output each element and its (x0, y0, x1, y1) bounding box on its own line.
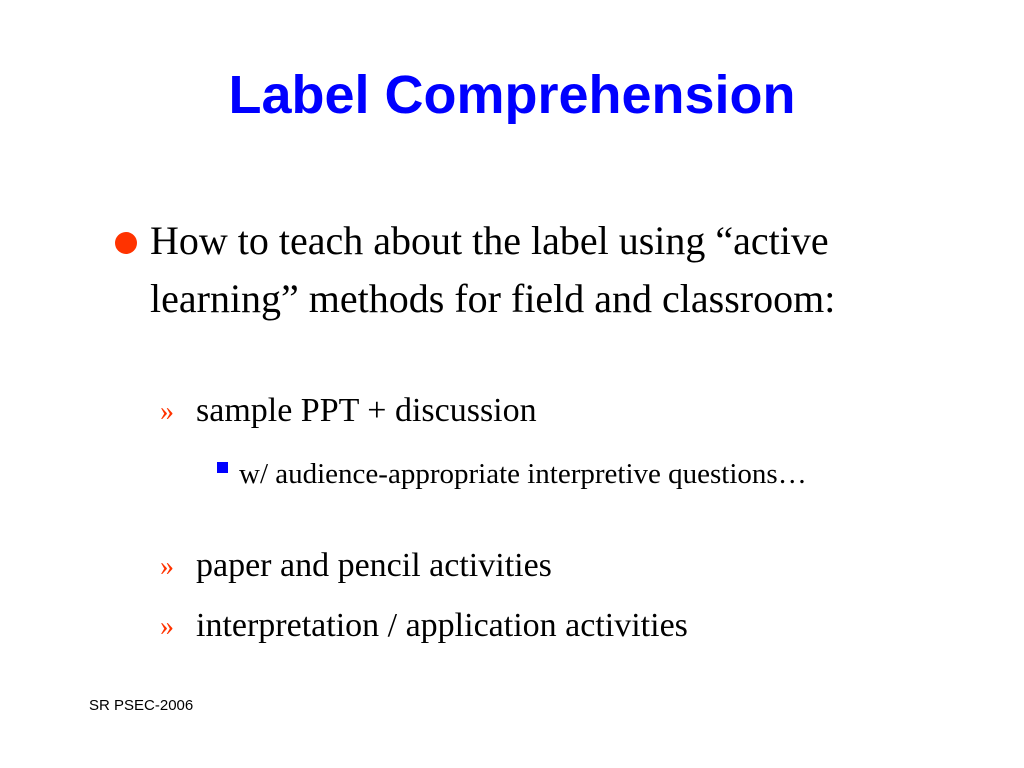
sub-bullet-1 (160, 391, 537, 433)
sub-bullet-2 (160, 546, 552, 588)
slide-footer: SR PSEC-2006 (89, 697, 194, 714)
bullet-level1-text: How to teach about the label using “active learning” methods for field and classroom: (150, 218, 836, 321)
sub-bullet-2-text: paper and pencil activities (196, 547, 552, 584)
round-bullet-icon (112, 212, 150, 328)
slide-title: Label Comprehension (228, 65, 796, 125)
square-bullet-icon (215, 453, 239, 495)
sub-bullet-3 (160, 606, 688, 648)
bullet-level1 (112, 212, 872, 328)
sub-bullet-3-text: interpretation / application activities (196, 607, 688, 644)
chevron-bullet-icon: » (160, 611, 174, 642)
chevron-bullet-icon: » (160, 396, 174, 427)
sub-bullet-1-text: sample PPT + discussion (196, 392, 537, 429)
chevron-bullet-icon: » (160, 551, 174, 582)
sub-sub-bullet-text: w/ audience-appropriate interpretive questions… (239, 458, 807, 490)
sub-sub-bullet (215, 453, 855, 495)
